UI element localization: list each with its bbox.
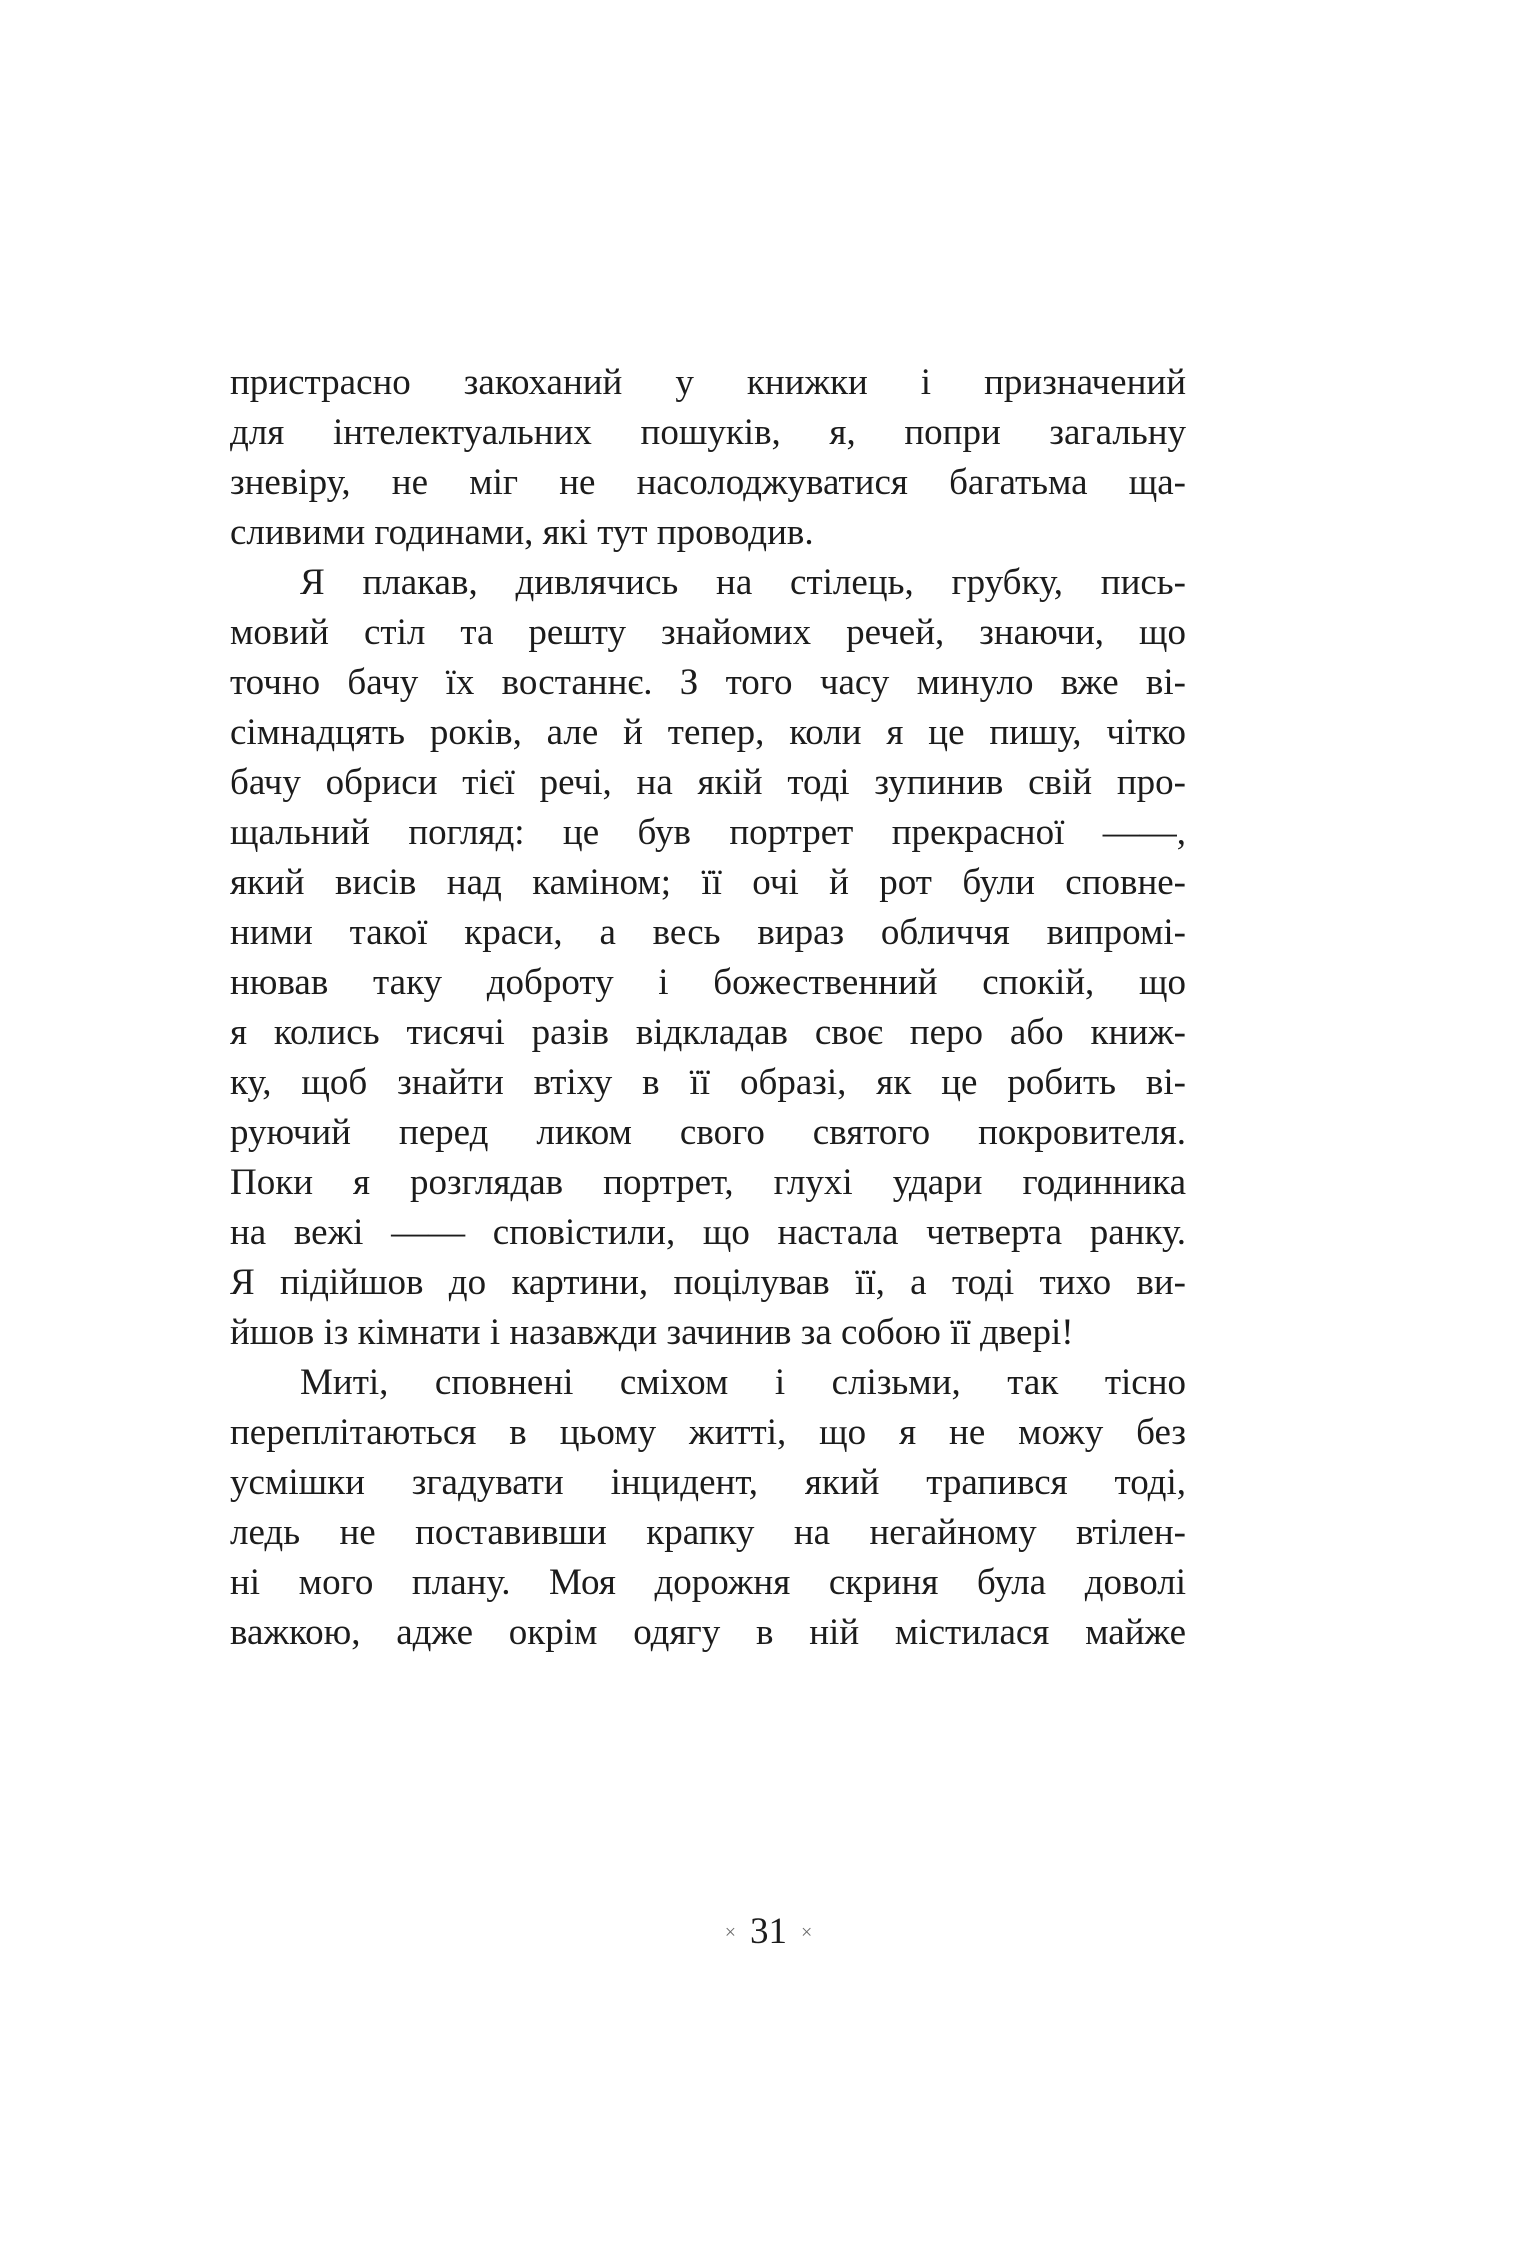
text-line: точно бачу їх востаннє. З того часу минуло вже ві- (230, 662, 1186, 703)
text-line: бачу обриси тієї речі, на якій тоді зупинив свій про- (230, 762, 1186, 803)
text-line: мовий стіл та решту знайомих речей, знаючи, що (230, 612, 1186, 653)
text-line: сімнадцять років, але й тепер, коли я це пишу, чітко (230, 712, 1186, 753)
text-line: ледь не поставивши крапку на негайному втілен- (230, 1512, 1186, 1553)
text-line: який висів над каміном; її очі й рот були сповне- (230, 862, 1186, 903)
text-line: Миті, сповнені сміхом і слізьми, так тісно (300, 1362, 1186, 1403)
ornament-left-icon: × (724, 1921, 736, 1944)
text-line: переплітаються в цьому житті, що я не можу без (230, 1412, 1186, 1453)
text-line: пристрасно закоханий у книжки і призначений (230, 362, 1186, 403)
text-line: Я підійшов до картини, поцілував її, а тоді тихо ви- (230, 1262, 1186, 1303)
text-line: усмішки згадувати інцидент, який трапився тоді, (230, 1462, 1186, 1503)
text-line: нював таку доброту і божественний спокій, що (230, 962, 1186, 1003)
text-line: я колись тисячі разів відкладав своє перо або книж- (230, 1012, 1186, 1053)
text-line: руючий перед ликом свого святого покровителя. (230, 1112, 1186, 1153)
body-text (230, 358, 1186, 1658)
text-line: зневіру, не міг не насолоджуватися багатьма ща- (230, 462, 1186, 503)
text-line: для інтелектуальних пошуків, я, попри загальну (230, 412, 1186, 453)
text-line: сливими годинами, які тут проводив. (230, 512, 814, 553)
ornament-right-icon: × (801, 1921, 813, 1944)
text-line: на вежі —— сповістили, що настала четверта ранку. (230, 1212, 1186, 1253)
text-line: ними такої краси, а весь вираз обличчя випромі- (230, 912, 1186, 953)
page-footer (0, 1907, 1537, 1957)
text-line: ку, щоб знайти втіху в її образі, як це робить ві- (230, 1062, 1186, 1103)
text-line: Поки я розглядав портрет, глухі удари годинника (230, 1162, 1186, 1203)
text-line: ні мого плану. Моя дорожня скриня була доволі (230, 1562, 1186, 1603)
text-line: щальний погляд: це був портрет прекрасної ——, (230, 812, 1186, 853)
page-number: 31 (750, 1911, 787, 1953)
text-line: йшов із кімнати і назавжди зачинив за собою її двері! (230, 1312, 1074, 1353)
text-line: Я плакав, дивлячись на стілець, грубку, пись- (300, 562, 1186, 603)
text-line: важкою, адже окрім одягу в ній містилася майже (230, 1612, 1186, 1653)
